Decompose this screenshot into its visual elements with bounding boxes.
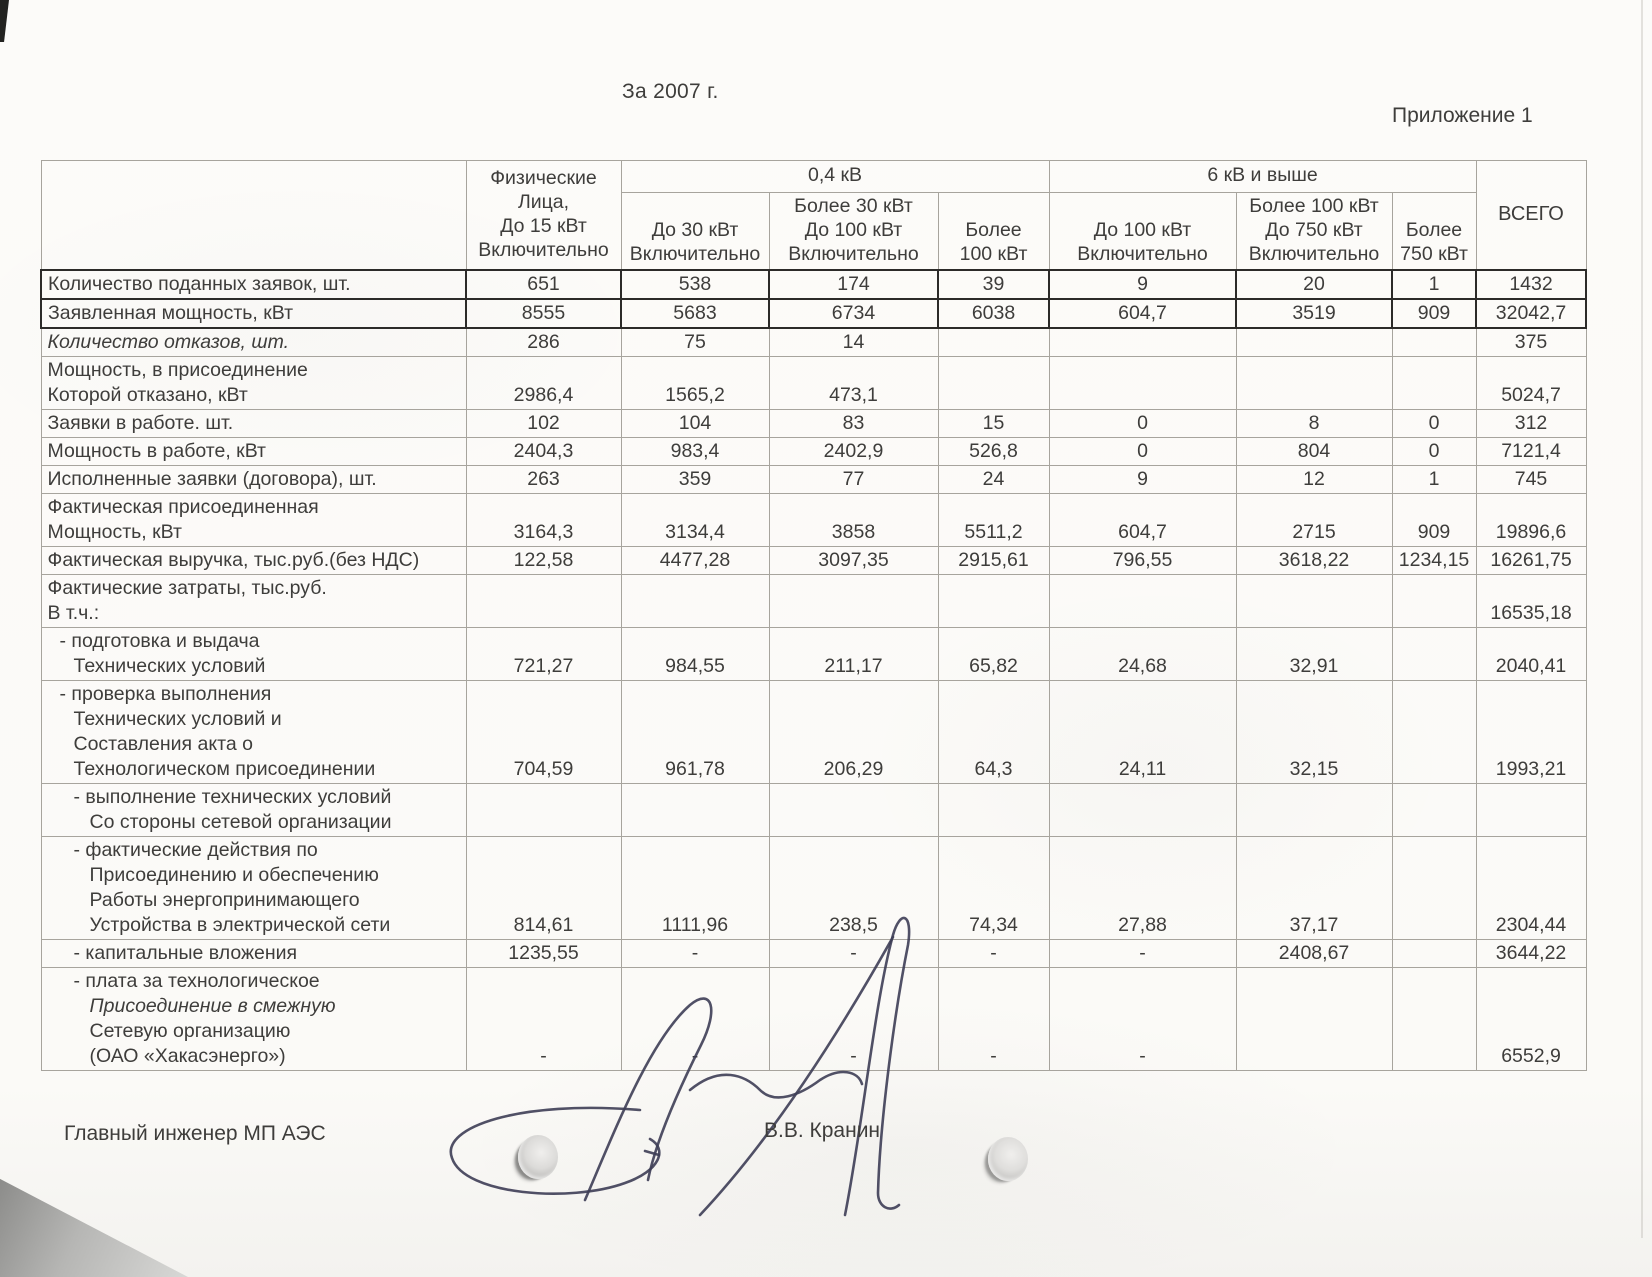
cell-value [1392, 837, 1476, 940]
cell-value: 1432 [1476, 270, 1586, 299]
cell-value: 211,17 [769, 628, 938, 681]
cell-value: 0 [1392, 438, 1476, 466]
row-label: - выполнение технических условий Со стороны сетевой организации [41, 784, 466, 837]
hole-punch-right [988, 1137, 1028, 1181]
cell-value: 2404,3 [466, 438, 621, 466]
cell-value: 651 [466, 270, 621, 299]
cell-value: 12 [1236, 466, 1392, 494]
cell-value: 77 [769, 466, 938, 494]
signer-name: В.В. Кранин [764, 1119, 881, 1142]
cell-value: 538 [621, 270, 769, 299]
row-label: - проверка выполнения Технических условий и Составления акта о Технологическом присоединении [41, 681, 466, 784]
table-row [41, 357, 1586, 410]
cell-value: 2040,41 [1476, 628, 1586, 681]
row-label: - плата за технологическое Присоединение в смежную Сетевую организацию (ОАО «Хакасэнерго») [41, 968, 466, 1071]
cell-value: 814,61 [466, 837, 621, 940]
row-label: Количество поданных заявок, шт. [41, 270, 466, 299]
row-label: Фактическая выручка, тыс.руб.(без НДС) [41, 547, 466, 575]
table-row [41, 547, 1586, 575]
table-row [41, 299, 1586, 328]
cell-value: 83 [769, 410, 938, 438]
cell-value: 5511,2 [938, 494, 1049, 547]
cell-value [1049, 575, 1236, 628]
annex-label: Приложение 1 [1392, 104, 1533, 127]
cell-value: 0 [1049, 410, 1236, 438]
period-title: За 2007 г. [622, 80, 719, 103]
cell-value: 15 [938, 410, 1049, 438]
table-row [41, 968, 1586, 1071]
cell-value: 909 [1392, 299, 1476, 328]
cell-value [1236, 784, 1392, 837]
header-corner-cell [41, 161, 466, 271]
cell-value [1049, 328, 1236, 357]
cell-value: 65,82 [938, 628, 1049, 681]
table-row [41, 628, 1586, 681]
table-row [41, 784, 1586, 837]
cell-value: 2986,4 [466, 357, 621, 410]
signer-position-title: Главный инженер МП АЭС [64, 1122, 326, 1145]
row-label: Заявленная мощность, кВт [41, 299, 466, 328]
cell-value [938, 784, 1049, 837]
connections-table [40, 160, 1587, 1071]
cell-value: 16535,18 [1476, 575, 1586, 628]
page-corner-fold [0, 1168, 188, 1277]
table-row [41, 940, 1586, 968]
cell-value: 1565,2 [621, 357, 769, 410]
cell-value [1392, 681, 1476, 784]
cell-value: 263 [466, 466, 621, 494]
cell-value: 19896,6 [1476, 494, 1586, 547]
cell-value: 3858 [769, 494, 938, 547]
cell-value: 238,5 [769, 837, 938, 940]
cell-value [1236, 357, 1392, 410]
row-label: Мощность, в присоединение Которой отказано, кВт [41, 357, 466, 410]
table-row [41, 681, 1586, 784]
cell-value: 3097,35 [769, 547, 938, 575]
cell-value: 32042,7 [1476, 299, 1586, 328]
cell-value: 8 [1236, 410, 1392, 438]
cell-value: 24,68 [1049, 628, 1236, 681]
cell-value: 32,91 [1236, 628, 1392, 681]
cell-value: 16261,75 [1476, 547, 1586, 575]
cell-value: 3164,3 [466, 494, 621, 547]
table-row [41, 270, 1586, 299]
row-label: - капитальные вложения [41, 940, 466, 968]
cell-value [938, 575, 1049, 628]
cell-value [1049, 784, 1236, 837]
cell-value: 983,4 [621, 438, 769, 466]
cell-value [1049, 357, 1236, 410]
cell-value: 39 [938, 270, 1049, 299]
cell-value [466, 575, 621, 628]
row-label: - фактические действия по Присоединению и обеспечению Работы энергопринимающего Устройства в электрической сети [41, 837, 466, 940]
cell-value: 1993,21 [1476, 681, 1586, 784]
cell-value: 4477,28 [621, 547, 769, 575]
cell-value: 9 [1049, 270, 1236, 299]
header-total: ВСЕГО [1476, 161, 1586, 271]
cell-value: 1111,96 [621, 837, 769, 940]
header-sub-1-1: Более 100 кВт До 750 кВт Включительно [1236, 193, 1392, 271]
cell-value [938, 328, 1049, 357]
table-row [41, 410, 1586, 438]
cell-value: 286 [466, 328, 621, 357]
cell-value: 7121,4 [1476, 438, 1586, 466]
cell-value: 206,29 [769, 681, 938, 784]
cell-value: 64,3 [938, 681, 1049, 784]
cell-value: 2402,9 [769, 438, 938, 466]
cell-value: 24,11 [1049, 681, 1236, 784]
cell-value: 174 [769, 270, 938, 299]
cell-value [1476, 784, 1586, 837]
cell-value: 804 [1236, 438, 1392, 466]
header-physical-persons: Физические Лица, До 15 кВт Включительно [466, 161, 621, 271]
cell-value: 526,8 [938, 438, 1049, 466]
cell-value: - [1049, 968, 1236, 1071]
cell-value: 6038 [938, 299, 1049, 328]
paper-edge-line [1641, 0, 1643, 1238]
hole-punch-left [518, 1135, 558, 1179]
cell-value: - [938, 940, 1049, 968]
cell-value: 37,17 [1236, 837, 1392, 940]
table-row [41, 837, 1586, 940]
header-group-0: 0,4 кВ [621, 161, 1049, 193]
cell-value: - [769, 968, 938, 1071]
cell-value [1236, 575, 1392, 628]
cell-value: 3618,22 [1236, 547, 1392, 575]
cell-value [1392, 784, 1476, 837]
cell-value: 27,88 [1049, 837, 1236, 940]
cell-value: - [938, 968, 1049, 1071]
table-row [41, 438, 1586, 466]
cell-value: 3519 [1236, 299, 1392, 328]
cell-value: 6552,9 [1476, 968, 1586, 1071]
cell-value: 24 [938, 466, 1049, 494]
cell-value [1392, 328, 1476, 357]
cell-value: 3644,22 [1476, 940, 1586, 968]
row-label: Заявки в работе. шт. [41, 410, 466, 438]
cell-value: 984,55 [621, 628, 769, 681]
cell-value: 122,58 [466, 547, 621, 575]
cell-value [1392, 628, 1476, 681]
cell-value: 2408,67 [1236, 940, 1392, 968]
cell-value: 9 [1049, 466, 1236, 494]
cell-value: - [769, 940, 938, 968]
cell-value [621, 784, 769, 837]
cell-value [1392, 575, 1476, 628]
cell-value: 0 [1392, 410, 1476, 438]
cell-value: 2304,44 [1476, 837, 1586, 940]
cell-value: 796,55 [1049, 547, 1236, 575]
table-row [41, 466, 1586, 494]
cell-value: 102 [466, 410, 621, 438]
cell-value: 375 [1476, 328, 1586, 357]
cell-value: 961,78 [621, 681, 769, 784]
row-label: - подготовка и выдача Технических условий [41, 628, 466, 681]
cell-value [938, 357, 1049, 410]
table-row [41, 328, 1586, 357]
cell-value [1392, 357, 1476, 410]
cell-value: 604,7 [1049, 299, 1236, 328]
cell-value: 2915,61 [938, 547, 1049, 575]
cell-value: 5024,7 [1476, 357, 1586, 410]
header-sub-1-2: Более 750 кВт [1392, 193, 1476, 271]
header-sub-0-1: Более 30 кВт До 100 кВт Включительно [769, 193, 938, 271]
cell-value: 1 [1392, 466, 1476, 494]
table-row [41, 575, 1586, 628]
cell-value: - [466, 968, 621, 1071]
cell-value: 473,1 [769, 357, 938, 410]
cell-value: 75 [621, 328, 769, 357]
cell-value: 1 [1392, 270, 1476, 299]
row-label: Мощность в работе, кВт [41, 438, 466, 466]
header-sub-0-2: Более 100 кВт [938, 193, 1049, 271]
cell-value [466, 784, 621, 837]
row-label: Количество отказов, шт. [41, 328, 466, 357]
header-group-1: 6 кВ и выше [1049, 161, 1476, 193]
cell-value: 909 [1392, 494, 1476, 547]
cell-value: 14 [769, 328, 938, 357]
header-sub-1-0: До 100 кВт Включительно [1049, 193, 1236, 271]
cell-value [769, 575, 938, 628]
cell-value: 5683 [621, 299, 769, 328]
cell-value [1392, 940, 1476, 968]
row-label: Исполненные заявки (договора), шт. [41, 466, 466, 494]
cell-value: 359 [621, 466, 769, 494]
cell-value: 74,34 [938, 837, 1049, 940]
cell-value: 704,59 [466, 681, 621, 784]
cell-value: 3134,4 [621, 494, 769, 547]
cell-value: 1234,15 [1392, 547, 1476, 575]
cell-value: 721,27 [466, 628, 621, 681]
scan-corner-mark [0, 0, 9, 42]
cell-value: 604,7 [1049, 494, 1236, 547]
cell-value: 0 [1049, 438, 1236, 466]
cell-value: 8555 [466, 299, 621, 328]
cell-value: 2715 [1236, 494, 1392, 547]
cell-value [1236, 968, 1392, 1071]
header-sub-0-0: До 30 кВт Включительно [621, 193, 769, 271]
cell-value: - [621, 968, 769, 1071]
cell-value [1236, 328, 1392, 357]
cell-value: - [621, 940, 769, 968]
cell-value [621, 575, 769, 628]
cell-value: 312 [1476, 410, 1586, 438]
cell-value: 104 [621, 410, 769, 438]
cell-value [769, 784, 938, 837]
row-label: Фактические затраты, тыс.руб. В т.ч.: [41, 575, 466, 628]
cell-value: 745 [1476, 466, 1586, 494]
cell-value: 6734 [769, 299, 938, 328]
row-label: Фактическая присоединенная Мощность, кВт [41, 494, 466, 547]
cell-value [1392, 968, 1476, 1071]
table-row [41, 494, 1586, 547]
cell-value: 32,15 [1236, 681, 1392, 784]
cell-value: - [1049, 940, 1236, 968]
cell-value: 20 [1236, 270, 1392, 299]
cell-value: 1235,55 [466, 940, 621, 968]
